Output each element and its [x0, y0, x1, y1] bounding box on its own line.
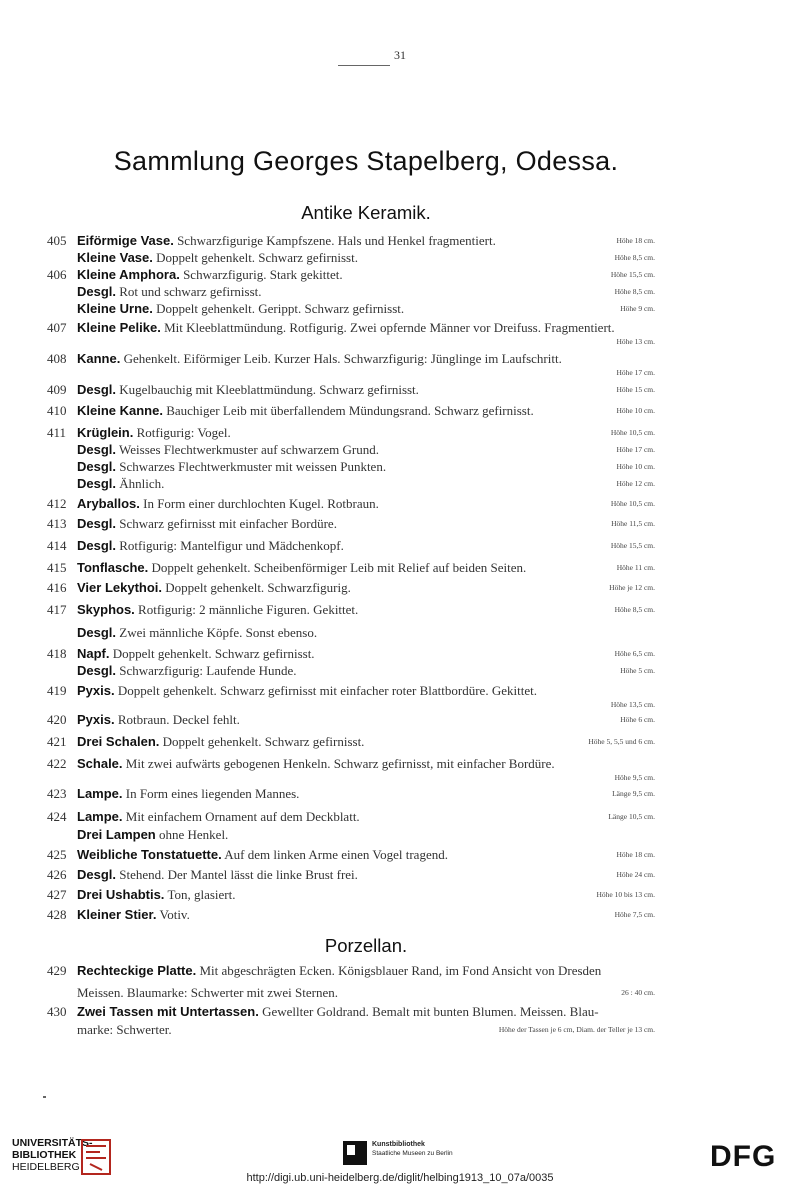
entry-text	[77, 962, 601, 980]
catalog-entry	[0, 624, 800, 642]
catalog-entry	[0, 441, 800, 459]
entry-name: Kleine Kanne.	[77, 403, 163, 418]
entry-text	[77, 283, 262, 301]
entry-name: Pyxis.	[77, 712, 115, 727]
entry-text	[77, 559, 526, 577]
entry-description: Rotfigurig: Mantelfigur und Mädchenkopf.	[119, 538, 344, 553]
entry-text	[77, 1003, 599, 1021]
entry-description: Schwarzfigurig. Stark gekittet.	[183, 267, 343, 282]
entry-description: In Form eines liegenden Mannes.	[125, 786, 300, 801]
entry-number: 419	[47, 683, 67, 698]
entry-name: Kleiner Stier.	[77, 907, 157, 922]
entry-description: Doppelt gehenkelt. Schwarz gefirnisst mit einfacher roter Blattbordüre. Gekittet.	[117, 683, 537, 698]
entry-dimension: Höhe 7,5 cm.	[614, 910, 655, 919]
entry-dimension: Höhe 10 cm.	[616, 406, 655, 415]
entry-dimension: Höhe 10 bis 13 cm.	[596, 890, 655, 899]
catalog-entry	[0, 537, 800, 555]
entry-name: Napf.	[77, 646, 110, 661]
page-title: Sammlung Georges Stapelberg, Odessa.	[113, 146, 619, 176]
catalog-entry	[0, 962, 800, 980]
entry-name: Schale.	[77, 756, 123, 771]
catalog-entry	[0, 232, 800, 250]
entry-text	[77, 515, 337, 533]
entry-description: Doppelt gehenkelt. Gerippt. Schwarz gefirnisst.	[156, 301, 405, 316]
entry-dimension: Höhe 6,5 cm.	[614, 649, 655, 658]
entry-429-continuation: Meissen. Blaumarke: Schwerter mit zwei Sternen. 26 : 40 cm.	[77, 985, 655, 1000]
entry-text	[77, 906, 190, 924]
entry-text	[77, 402, 534, 420]
catalog-entry	[0, 319, 800, 346]
entry-dimension: Höhe 11 cm.	[616, 563, 655, 572]
entry-text	[77, 808, 360, 826]
entry-text	[77, 682, 537, 700]
entry-dimension: Länge 10,5 cm.	[608, 812, 655, 821]
entry-number: 412	[47, 496, 67, 511]
university-seal-icon	[80, 1138, 112, 1176]
dfg-logo[interactable]: DFG	[710, 1140, 777, 1173]
entry-name: Lampe.	[77, 786, 123, 801]
university-library-logo[interactable]: UNIVERSITÄTS- BIBLIOTHEK HEIDELBERG	[12, 1137, 93, 1173]
entry-dimension: Höhe je 12 cm.	[609, 583, 655, 592]
entry-number: 427	[47, 887, 67, 902]
entry-dimension: Höhe 13,5 cm.	[610, 700, 655, 709]
catalog-entry	[0, 424, 800, 442]
catalog-entry	[0, 886, 800, 904]
kunstbibliothek-label[interactable]: Kunstbibliothek Staatliche Museen zu Berlin	[372, 1141, 453, 1157]
entry-number: 415	[47, 560, 67, 575]
catalog-entry	[0, 515, 800, 533]
entry-number: 423	[47, 786, 67, 801]
entry-description: Stehend. Der Mantel lässt die linke Brust frei.	[119, 867, 358, 882]
entry-text	[77, 662, 297, 680]
entry-number: 421	[47, 734, 67, 749]
entry-description: Ähnlich.	[119, 476, 165, 491]
entry-dimension: Höhe 15,5 cm.	[610, 270, 655, 279]
catalog-entry	[0, 755, 800, 782]
entry-name: Vier Lekythoi.	[77, 580, 163, 595]
entry-text	[77, 475, 164, 493]
entry-text	[77, 424, 231, 442]
entry-dimension: Höhe 15,5 cm.	[610, 541, 655, 550]
catalog-entry	[0, 711, 800, 729]
entry-description: Kugelbauchig mit Kleeblattmündung. Schwarz gefirnisst.	[119, 382, 419, 397]
entry-description: Schwarzes Flechtwerkmuster mit weissen Punkten.	[119, 459, 387, 474]
catalog-entry	[0, 785, 800, 803]
entry-dimension: Höhe 13 cm.	[616, 337, 655, 346]
source-url-link[interactable]: http://digi.ub.uni-heidelberg.de/diglit/helbing1913_10_07a/0035	[246, 1172, 554, 1184]
catalog-entry	[0, 645, 800, 663]
entry-dimension: Höhe 6 cm.	[620, 715, 655, 724]
entry-name: Drei Ushabtis.	[77, 887, 165, 902]
kunstbibliothek-logo-icon	[343, 1141, 367, 1165]
entry-name: Aryballos.	[77, 496, 140, 511]
entry-name: Zwei Tassen mit Untertassen.	[77, 1004, 259, 1019]
entry-description: Mit abgeschrägten Ecken. Königsblauer Rand, im Fond Ansicht von Dresden	[199, 963, 602, 978]
entry-name: Desgl.	[77, 284, 117, 299]
entry-description: Schwarzfigurig: Laufende Hunde.	[119, 663, 297, 678]
entry-number: 422	[47, 756, 67, 771]
entry-number: 429	[47, 963, 67, 978]
entry-description: Weisses Flechtwerkmuster auf schwarzem Grund.	[119, 442, 379, 457]
entry-dimension: Höhe 15 cm.	[616, 385, 655, 394]
entry-name: Desgl.	[77, 663, 117, 678]
entry-name: Desgl.	[77, 476, 117, 491]
entry-name: Kanne.	[77, 351, 121, 366]
entry-description: Auf dem linken Arme einen Vogel tragend.	[224, 847, 448, 862]
catalog-entry	[0, 579, 800, 597]
entry-text	[77, 381, 419, 399]
catalog-entry	[0, 866, 800, 884]
entry-text	[77, 350, 562, 368]
entry-text	[77, 866, 358, 884]
entry-number: 411	[47, 425, 67, 440]
catalog-entry	[0, 249, 800, 267]
entry-dimension: Höhe 17 cm.	[616, 445, 655, 454]
entry-description: Doppelt gehenkelt. Schwarzfigurig.	[165, 580, 351, 595]
page-number: 31	[394, 48, 406, 62]
entry-text	[77, 711, 240, 729]
entry-number: 424	[47, 809, 67, 824]
entry-description: Zwei männliche Köpfe. Sonst ebenso.	[119, 625, 318, 640]
entry-text	[77, 733, 364, 751]
entry-name: Desgl.	[77, 867, 117, 882]
entry-name: Desgl.	[77, 516, 117, 531]
entry-text	[77, 458, 386, 476]
entry-description: Rotfigurig: Vogel.	[136, 425, 231, 440]
entry-dimension: Höhe 8,5 cm.	[614, 253, 655, 262]
entry-description: Doppelt gehenkelt. Schwarz gefirnisst.	[162, 734, 365, 749]
entry-number: 406	[47, 267, 67, 282]
entry-description: Rotfigurig: 2 männliche Figuren. Gekittet.	[138, 602, 359, 617]
entry-description: In Form einer durchlochten Kugel. Rotbraun.	[143, 496, 379, 511]
entry-text	[77, 624, 317, 642]
entry-number: 407	[47, 320, 67, 335]
entry-number: 410	[47, 403, 67, 418]
entry-dimension: Höhe 18 cm.	[616, 850, 655, 859]
catalog-entry	[0, 266, 800, 284]
margin-mark	[43, 1096, 46, 1098]
entry-dimension: Höhe 5 cm.	[620, 666, 655, 675]
entry-text	[77, 755, 555, 773]
entry-description: Doppelt gehenkelt. Scheibenförmiger Leib mit Relief auf beiden Seiten.	[151, 560, 527, 575]
entry-name: Tonflasche.	[77, 560, 149, 575]
entry-number: 409	[47, 382, 67, 397]
entry-text	[77, 846, 448, 864]
entry-dimension: Höhe 9,5 cm.	[614, 773, 655, 782]
entry-dimension: Höhe 17 cm.	[616, 368, 655, 377]
entry-description: Votiv.	[159, 907, 190, 922]
entry-text	[77, 249, 358, 267]
entry-description: Mit Kleeblattmündung. Rotfigurig. Zwei opfernde Männer vor Dreifuss. Fragmentiert.	[164, 320, 615, 335]
entry-description: Ton, glasiert.	[167, 887, 236, 902]
entry-name: Krüglein.	[77, 425, 134, 440]
entry-name: Desgl.	[77, 459, 117, 474]
catalog-entry	[0, 381, 800, 399]
entry-text	[77, 319, 615, 337]
entry-description: Doppelt gehenkelt. Schwarz gefirnisst.	[156, 250, 358, 265]
entry-description: Gewellter Goldrand. Bemalt mit bunten Blumen. Meissen. Blau-	[262, 1004, 599, 1019]
entry-text	[77, 495, 379, 513]
catalog-entry	[0, 402, 800, 420]
entry-dimension: Länge 9,5 cm.	[612, 789, 655, 798]
entry-description: Mit zwei aufwärts gebogenen Henkeln. Schwarz gefirnisst, mit einfacher Bordüre.	[125, 756, 555, 771]
entry-name: Kleine Vase.	[77, 250, 153, 265]
entry-dimension: Höhe 18 cm.	[616, 236, 655, 245]
catalog-entry	[0, 682, 800, 709]
entry-name: Desgl.	[77, 625, 117, 640]
entry-text	[77, 645, 315, 663]
entry-number: 426	[47, 867, 67, 882]
catalog-entry	[0, 808, 800, 826]
entry-430-continuation: marke: Schwerter. Höhe der Tassen je 6 cm, Diam. der Teller je 13 cm.	[77, 1022, 655, 1037]
entry-text	[77, 886, 235, 904]
entry-number: 416	[47, 580, 67, 595]
entry-text	[77, 441, 379, 459]
entry-dimension: Höhe 24 cm.	[616, 870, 655, 879]
entry-number: 414	[47, 538, 67, 553]
entry-description: Bauchiger Leib mit überfallendem Mündungsrand. Schwarz gefirnisst.	[166, 403, 534, 418]
entry-number: 418	[47, 646, 67, 661]
catalog-entry	[0, 846, 800, 864]
entry-name: Kleine Pelike.	[77, 320, 161, 335]
entry-name: Eiförmige Vase.	[77, 233, 174, 248]
entry-number: 417	[47, 602, 67, 617]
catalog-entry	[0, 733, 800, 751]
entry-text	[77, 232, 496, 250]
page-number-rule	[338, 65, 390, 66]
entry-text	[77, 537, 344, 555]
catalog-entry	[0, 601, 800, 619]
entry-text	[77, 601, 358, 619]
entry-name: Pyxis.	[77, 683, 115, 698]
entry-dimension: Höhe 8,5 cm.	[614, 605, 655, 614]
entry-dimension: Höhe 5, 5,5 und 6 cm.	[588, 737, 655, 746]
section-heading-porzellan: Porzellan.	[324, 935, 408, 956]
entry-number: 428	[47, 907, 67, 922]
entry-description: Doppelt gehenkelt. Schwarz gefirnisst.	[112, 646, 315, 661]
entry-description: ohne Henkel.	[159, 827, 229, 842]
catalog-entry	[0, 475, 800, 493]
entry-description: Gehenkelt. Eiförmiger Leib. Kurzer Hals. Schwarzfigurig: Jünglinge im Laufschritt.	[123, 351, 562, 366]
entry-number: 425	[47, 847, 67, 862]
entry-description: Rotbraun. Deckel fehlt.	[117, 712, 240, 727]
entry-dimension: Höhe 12 cm.	[616, 479, 655, 488]
entry-description: Schwarz gefirnisst mit einfacher Bordüre.	[119, 516, 337, 531]
catalog-entry	[0, 1003, 800, 1021]
entry-name: Desgl.	[77, 538, 117, 553]
entry-name: Weibliche Tonstatuette.	[77, 847, 222, 862]
entry-text	[77, 266, 343, 284]
entry-description: Schwarzfigurige Kampfszene. Hals und Henkel fragmentiert.	[177, 233, 496, 248]
entry-text	[77, 785, 299, 803]
entry-name: Kleine Urne.	[77, 301, 153, 316]
entry-name: Drei Lampen	[77, 827, 156, 842]
entry-text	[77, 579, 351, 597]
entry-name: Skyphos.	[77, 602, 135, 617]
entry-dimension: Höhe 8,5 cm.	[614, 287, 655, 296]
entry-dimension: Höhe 9 cm.	[620, 304, 655, 313]
catalog-entry	[0, 662, 800, 680]
entry-name: Lampe.	[77, 809, 123, 824]
entry-number: 430	[47, 1004, 67, 1019]
entry-number: 420	[47, 712, 67, 727]
entry-dimension: Höhe 10,5 cm.	[610, 428, 655, 437]
entry-name: Rechteckige Platte.	[77, 963, 197, 978]
entry-text	[77, 826, 228, 844]
entry-number: 413	[47, 516, 67, 531]
entry-dimension: Höhe 11,5 cm.	[611, 519, 655, 528]
entry-text	[77, 300, 404, 318]
entry-name: Desgl.	[77, 442, 117, 457]
entry-number: 405	[47, 233, 67, 248]
entry-number: 408	[47, 351, 67, 366]
catalog-entry	[0, 826, 800, 844]
catalog-entry	[0, 283, 800, 301]
entry-description: Rot und schwarz gefirnisst.	[119, 284, 262, 299]
entry-name: Kleine Amphora.	[77, 267, 180, 282]
catalog-entry	[0, 350, 800, 377]
catalog-entry	[0, 300, 800, 318]
entry-name: Desgl.	[77, 382, 117, 397]
entry-description: Mit einfachem Ornament auf dem Deckblatt.	[125, 809, 360, 824]
catalog-entry	[0, 559, 800, 577]
catalog-entry	[0, 906, 800, 924]
catalog-entry	[0, 495, 800, 513]
entry-dimension: Höhe 10 cm.	[616, 462, 655, 471]
section-heading-keramik: Antike Keramik.	[301, 202, 431, 223]
catalog-entry	[0, 458, 800, 476]
entry-name: Drei Schalen.	[77, 734, 160, 749]
entry-dimension: Höhe 10,5 cm.	[610, 499, 655, 508]
